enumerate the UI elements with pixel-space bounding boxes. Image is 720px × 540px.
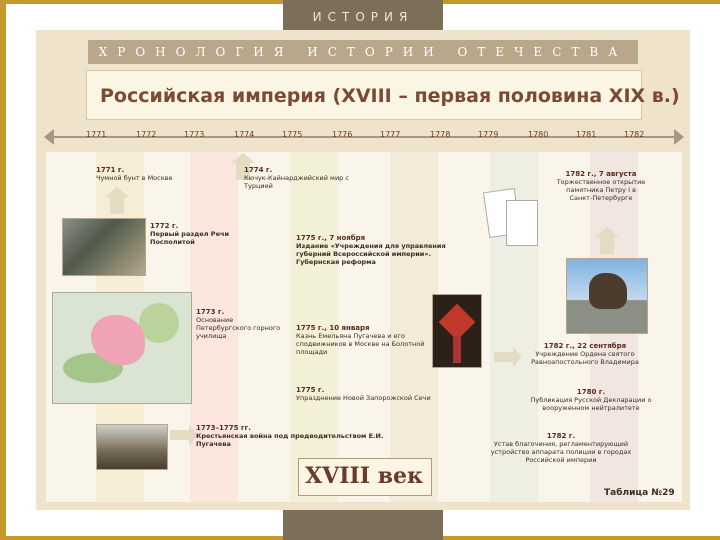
event-date: 1771 г. — [96, 166, 125, 174]
event-text: Торжественное открытие памятника Петру I в Санкт-Петербурге — [556, 178, 646, 202]
event-date: 1773 г. — [196, 308, 225, 316]
event-text: Учреждение Ордена святого Равноапостольного Владимира — [531, 350, 639, 366]
event-1775-reform — [296, 234, 466, 266]
document-icon — [506, 200, 538, 246]
subject-tab: ИСТОРИЯ — [283, 0, 443, 30]
image-bronze-horseman — [566, 258, 648, 334]
event-1782-order — [520, 342, 650, 366]
arrow-right-icon — [494, 352, 514, 362]
image-peasant-war — [96, 424, 168, 470]
order-ribbon — [453, 337, 461, 363]
event-1782-monument — [556, 170, 646, 202]
event-1772 — [150, 222, 240, 246]
year-tick: 1772 — [136, 130, 157, 139]
event-1771 — [96, 166, 206, 182]
year-tick: 1775 — [282, 130, 303, 139]
year-tick: 1778 — [430, 130, 451, 139]
event-1782-charter — [486, 432, 636, 464]
image-plague-riot — [62, 218, 146, 276]
event-text: Упразднение Новой Запорожской Сечи — [296, 394, 431, 402]
year-tick: 1776 — [332, 130, 353, 139]
event-date: 1773–1775 гг. — [196, 424, 251, 432]
event-text: Устав благочиния, регламентирующий устройство аппарата полиции в городах Российской империи — [490, 440, 632, 464]
event-date: 1772 г. — [150, 222, 179, 230]
page-title: Российская империя (XVIII – первая половина XIX в.) — [100, 85, 680, 107]
event-1775-execution — [296, 324, 436, 356]
year-tick: 1782 — [624, 130, 645, 139]
event-date: 1774 г. — [244, 166, 273, 174]
arrow-right-icon — [674, 129, 684, 145]
event-date: 1775 г., 7 ноября — [296, 234, 366, 242]
image-order-of-vladimir — [432, 294, 482, 368]
year-tick: 1773 — [184, 130, 205, 139]
event-1780 — [526, 388, 656, 412]
year-tick: 1780 — [528, 130, 549, 139]
event-date: 1775 г. — [296, 386, 325, 394]
event-text: Публикация Русской Декларации о вооруженном нейтралитете — [530, 396, 652, 412]
event-date: 1780 г. — [576, 388, 606, 396]
arrow-up-icon — [600, 236, 614, 254]
event-1773-1775 — [196, 424, 386, 448]
year-tick: 1781 — [576, 130, 597, 139]
event-date: 1782 г., 22 сентября — [543, 342, 627, 350]
event-text: Первый раздел Речи Посполитой — [150, 230, 229, 246]
table-number: Таблица №29 — [604, 488, 675, 498]
year-tick: 1774 — [234, 130, 255, 139]
year-tick: 1779 — [478, 130, 499, 139]
monument-icon — [589, 273, 627, 309]
arrow-right-icon — [170, 430, 190, 440]
event-date: 1782 г., 7 августа — [565, 170, 637, 178]
event-date: 1782 г. — [546, 432, 576, 440]
banner: ХРОНОЛОГИЯ ИСТОРИИ ОТЕЧЕСТВА — [88, 40, 638, 64]
event-text: Чумной бунт в Москве — [96, 174, 173, 182]
era-label: XVIII век — [305, 463, 423, 489]
event-1774 — [244, 166, 364, 190]
event-date: 1775 г., 10 января — [296, 324, 370, 332]
event-text: Издание «Учреждения для управления губерний Всероссийской империи». Губернская реформа — [296, 242, 446, 266]
event-text: Кючук-Кайнарджийский мир с Турцией — [244, 174, 349, 190]
event-1773 — [196, 308, 282, 340]
map-region — [139, 303, 179, 343]
bottom-tab — [283, 510, 443, 540]
arrow-left-icon — [44, 129, 54, 145]
map-image — [52, 292, 192, 404]
event-1775-sich — [296, 386, 466, 402]
order-star-icon — [439, 304, 476, 341]
year-tick: 1777 — [380, 130, 401, 139]
event-text: Казнь Емельяна Пугачева и его сподвижников в Москве на Болотной площади — [296, 332, 425, 356]
gold-border-left — [0, 0, 6, 540]
arrow-up-icon — [110, 196, 124, 214]
event-text: Основание Петербургского горного училища — [196, 316, 281, 340]
year-tick: 1771 — [86, 130, 107, 139]
event-text: Крестьянская война под предводительством Е.И. Пугачева — [196, 432, 384, 448]
